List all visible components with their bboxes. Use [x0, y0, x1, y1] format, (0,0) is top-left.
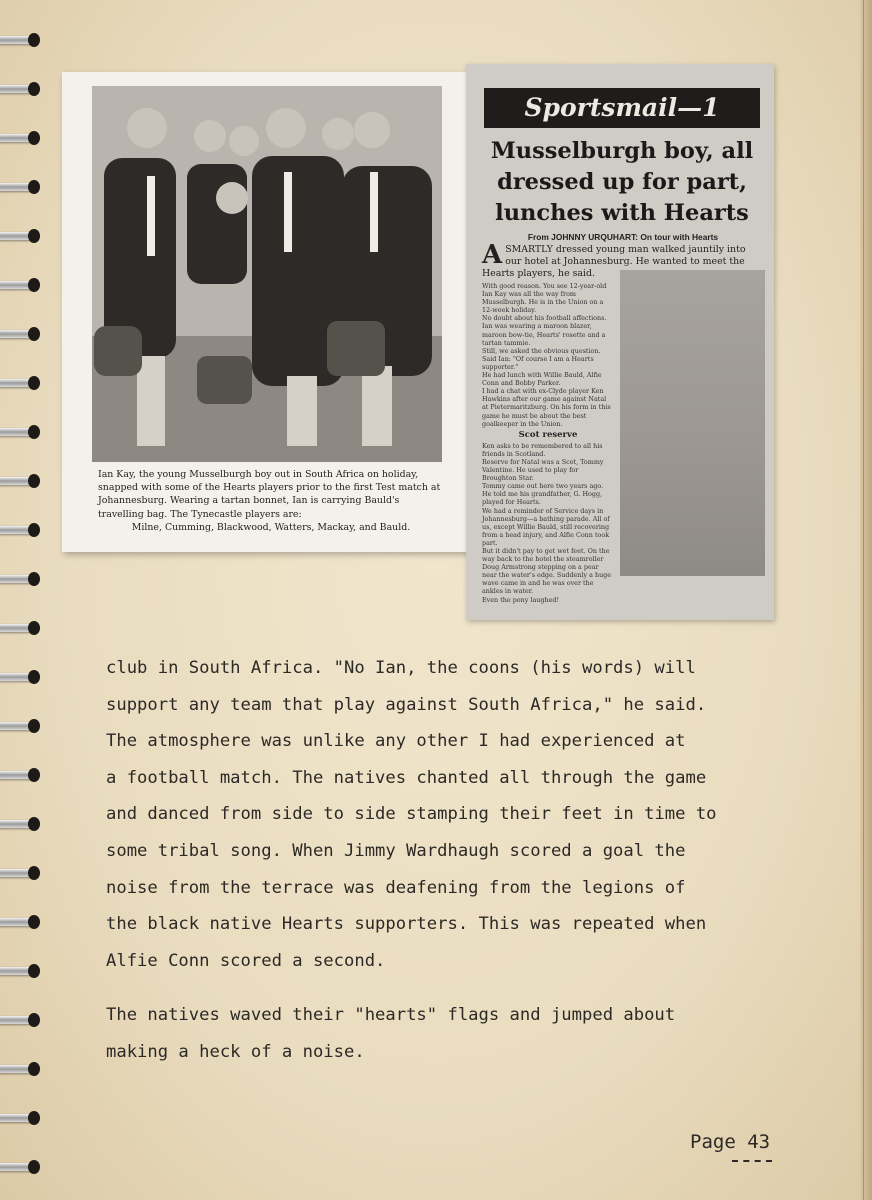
- page-number: Page 43: [690, 1131, 771, 1153]
- article-paragraph: Reserve for Natal was a Scot, Tommy Valentine. He used to play for Broughton Star.: [482, 457, 604, 483]
- body-text: [106, 650, 806, 1071]
- text-line: the black native Hearts supporters. This was repeated when: [106, 914, 707, 935]
- spiral-ring: [0, 620, 48, 636]
- text-line: The atmosphere was unlike any other I had experienced at: [106, 731, 686, 752]
- newspaper-clipping-photo: [62, 72, 472, 552]
- spiral-ring: [0, 228, 48, 244]
- drop-cap: A: [482, 240, 503, 270]
- article-paragraph: No doubt about his football affections. Ian was wearing a maroon blazer, maroon bow-tie, Hearts' rosette and a tartan tammie.: [482, 314, 607, 347]
- spiral-ring: [0, 914, 48, 930]
- spiral-ring: [0, 130, 48, 146]
- spiral-ring: [0, 963, 48, 979]
- paragraph-2: [106, 997, 806, 1070]
- article-subhead: Scot reserve: [518, 429, 578, 440]
- page-edge: [860, 0, 872, 1200]
- text-line: a football match. The natives chanted all through the game: [106, 767, 707, 788]
- text-line: support any team that play against South Africa," he said.: [106, 694, 707, 715]
- spiral-ring: [0, 326, 48, 342]
- article-paragraph: Still, we asked the obvious question. Said Ian: "Of course I am a Hearts supporter.": [482, 346, 601, 371]
- spiral-ring: [0, 522, 48, 538]
- article-headline: Musselburgh boy, all dressed up for part, lunches with Hearts: [490, 138, 754, 226]
- article-byline: From JOHNNY URQUHART: On tour with Hearts: [527, 232, 719, 242]
- article-paragraph: With good reason. You see 12-year-old Ian Kay was all the way from Musselburgh. He is in the Union on a 12-week holiday.: [482, 282, 607, 315]
- spiral-ring: [0, 81, 48, 97]
- spiral-ring: [0, 375, 48, 391]
- article-paragraph: Tommy came out here two years ago. He told me his grandfather, G. Hogg, played for Hearts.: [482, 482, 604, 507]
- spiral-ring: [0, 571, 48, 587]
- article-paragraph: Even the pony laughed!: [482, 595, 560, 604]
- paragraph-1: [106, 650, 806, 979]
- article-paragraph: But it didn't pay to get wet feet. On the way back to the hotel the steamroller Doug Armstrong stepping on a pear near the water's edge. Suddenly a huge wave came in and he was over the ankles in water.: [482, 547, 612, 596]
- text-line: and danced from side to side stamping their feet in time to: [106, 804, 717, 825]
- spiral-ring: [0, 1012, 48, 1028]
- team-photo-image: [92, 86, 442, 462]
- lead-text: SMARTLY dressed young man walked jauntily into our hotel at Johannesburg. He wanted to meet the Hearts players, he said.: [482, 244, 746, 279]
- text-line: Alfie Conn scored a second.: [106, 950, 386, 971]
- article-photo-area: [620, 270, 765, 576]
- text-line: The natives waved their "hearts" flags and jumped about: [106, 1005, 676, 1026]
- page-edge-line: [863, 0, 864, 1200]
- spiral-ring: [0, 669, 48, 685]
- spiral-ring: [0, 865, 48, 881]
- spiral-ring: [0, 473, 48, 489]
- spiral-ring: [0, 1159, 48, 1175]
- spiral-ring: [0, 1061, 48, 1077]
- spiral-ring: [0, 767, 48, 783]
- newspaper-clipping-article: [466, 64, 774, 620]
- article-paragraph: Ken asks to be remembered to all his friends in Scotland.: [482, 441, 603, 458]
- spiral-ring: [0, 816, 48, 832]
- spiral-binding: [0, 0, 60, 1200]
- page-number-underline: [732, 1160, 772, 1164]
- photo-caption: [98, 468, 444, 534]
- caption-players: Milne, Cumming, Blackwood, Watters, Mackay, and Bauld.: [131, 521, 411, 533]
- article-paragraph: He had lunch with Willie Bauld, Alfie Conn and Bobby Parker.: [482, 371, 602, 388]
- text-line: making a heck of a noise.: [106, 1041, 365, 1062]
- sportsmail-banner: Sportsmail—1: [484, 88, 760, 128]
- text-line: noise from the terrace was deafening from the legions of: [106, 877, 686, 898]
- spiral-ring: [0, 277, 48, 293]
- article-column: [482, 282, 614, 604]
- article-paragraph: I had a chat with ex-Clyde player Ken Hawkins after our game against Natal at Pietermaritzburg. On his form in this game he must be about the best goalkeeper in the Union.: [482, 387, 611, 428]
- spiral-ring: [0, 179, 48, 195]
- text-line: some tribal song. When Jimmy Wardhaugh scored a goal the: [106, 840, 686, 861]
- spiral-ring: [0, 1110, 48, 1126]
- spiral-ring: [0, 32, 48, 48]
- spiral-ring: [0, 718, 48, 734]
- team-photo: [92, 86, 442, 462]
- article-paragraph: We had a reminder of Service days in Johannesburg—a bathing parade. All of us, except Willie Bauld, still recovering from a head injury, and Alfie Conn took part.: [482, 506, 610, 547]
- spiral-ring: [0, 424, 48, 440]
- text-line: club in South Africa. "No Ian, the coons (his words) will: [106, 658, 696, 678]
- caption-text: Ian Kay, the young Musselburgh boy out in South Africa on holiday, snapped with some of the Hearts players prior to the first Test match at Johannesburg. Wearing a tartan bonnet, Ian is carrying Bauld's travelling bag. The Tynecastle players are:: [98, 469, 441, 520]
